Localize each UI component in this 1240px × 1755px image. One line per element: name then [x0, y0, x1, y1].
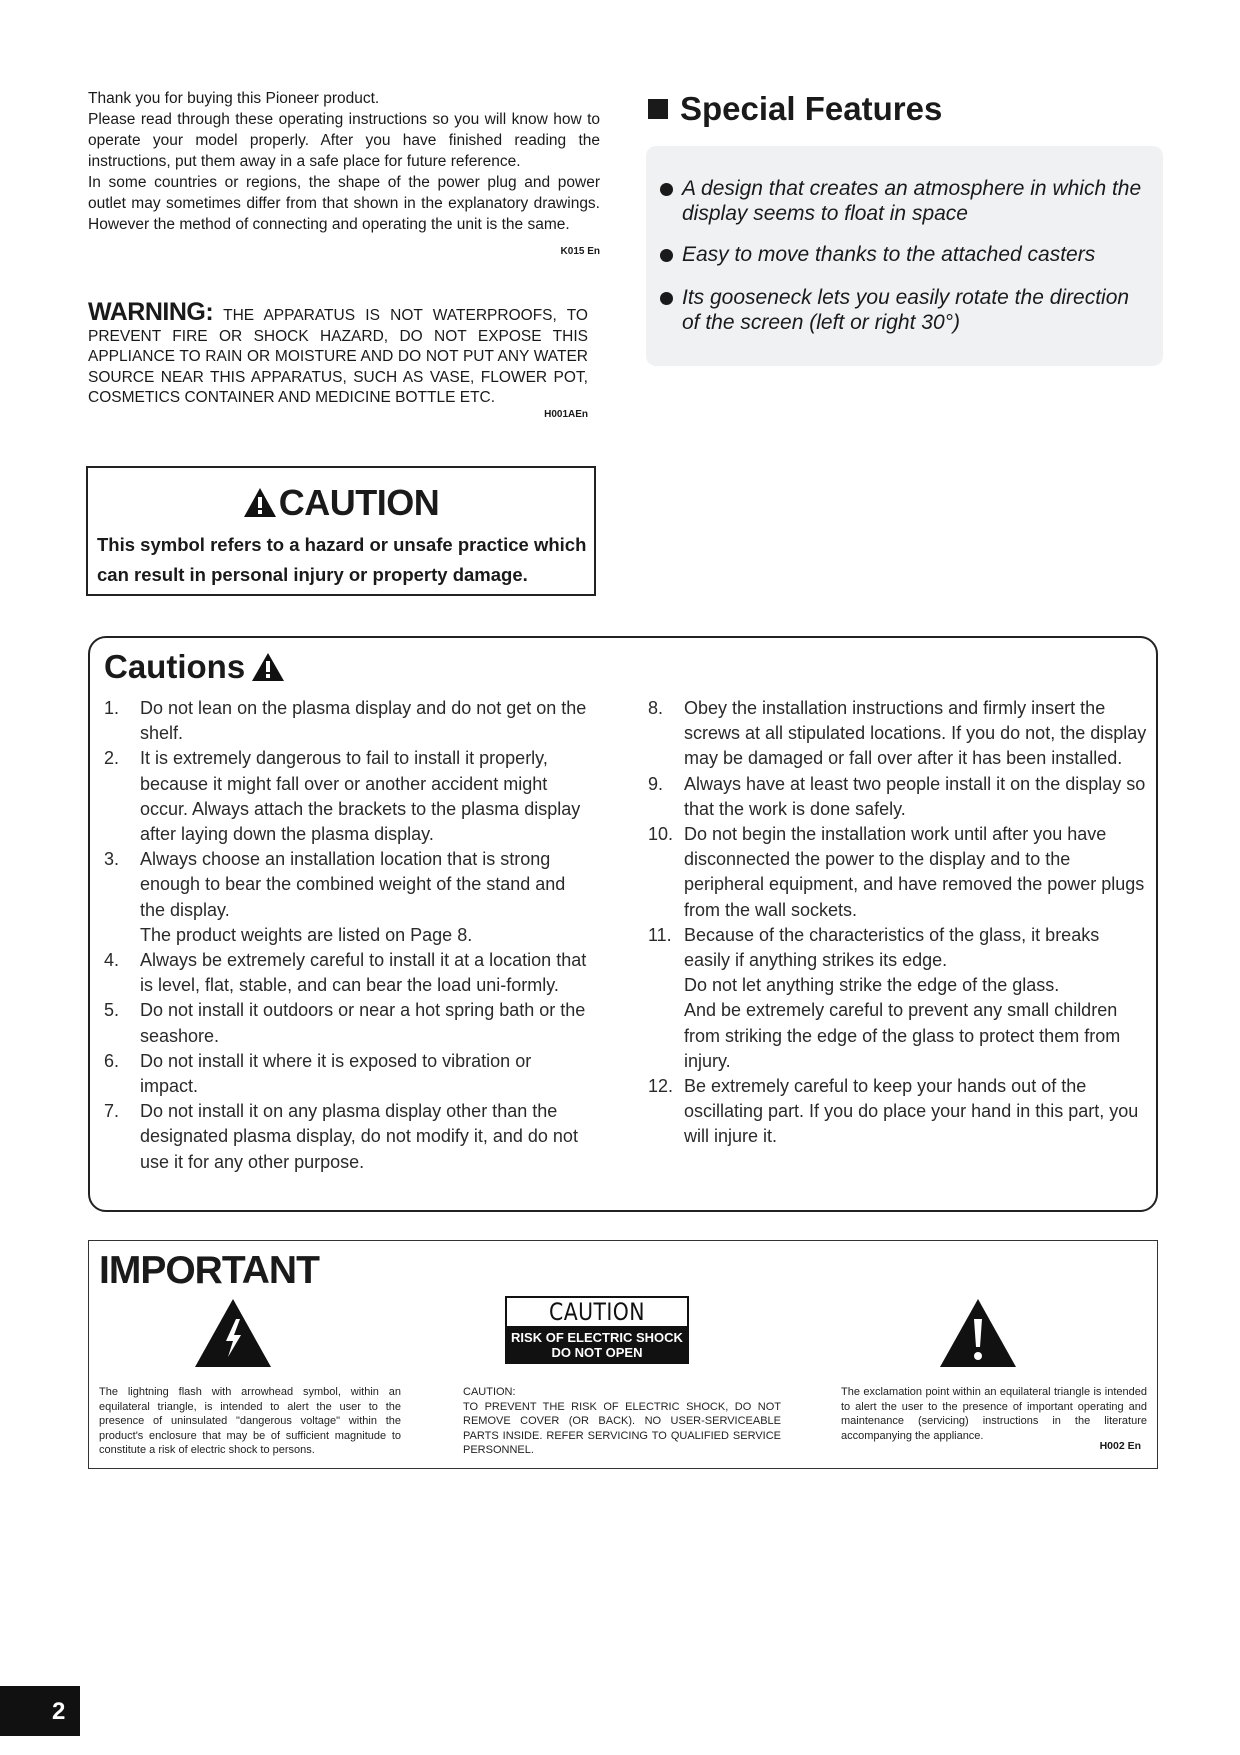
caution-item	[104, 1049, 594, 1099]
caution-item	[648, 1074, 1150, 1150]
caution-item	[104, 696, 594, 746]
caution-explanation-heading: CAUTION:	[463, 1386, 516, 1398]
caution-text: Do not install it outdoors or near a hot spring bath or the seashore.	[140, 1000, 586, 1046]
caution-text: Do not install it where it is exposed to vibration or impact.	[140, 1050, 532, 1097]
warning-label: WARNING:	[88, 298, 214, 326]
warning-text: THE APPARATUS IS NOT WATERPROOFS, TO PREVENT FIRE OR SHOCK HAZARD, DO NOT EXPOSE THIS APPLIANCE TO RAIN OR MOISTURE AND DO NOT PUT ANY WATER SOURCE NEAR THIS APPARATUS, SUCH AS VASE, FLOWER POT, COSMETICS CONTAINER AND MEDICINE BOTTLE ETC.	[88, 307, 588, 406]
caution-number: 11.	[648, 924, 672, 945]
caution-text: Always have at least two people install it on the display so that the work is done safely.	[684, 773, 1146, 819]
risk-band	[507, 1326, 687, 1362]
feature-item	[660, 176, 1152, 226]
intro-paragraph-text: In some countries or regions, the shape of the power plug and power outlet may sometimes differ from that shown in the explanatory drawings. However the method of connecting and operating the unit is the same.	[88, 174, 600, 233]
intro-paragraph: Please read through these operating instructions so you will know how to operate your model properly. After you have finished reading the instructions, put them away in a safe place for future reference.	[88, 111, 600, 170]
special-features-heading	[648, 90, 942, 128]
caution-title	[88, 482, 594, 524]
exclamation-triangle-icon	[938, 1297, 1018, 1369]
caution-number: 12.	[648, 1076, 674, 1097]
feature-item	[660, 285, 1152, 335]
feature-item	[660, 242, 1152, 267]
caution-number: 2.	[104, 748, 120, 769]
caution-number: 10.	[648, 824, 674, 845]
caution-number: 6.	[104, 1050, 120, 1071]
caution-text: Do not begin the installation work until after you have disconnected the power to the display and to the peripheral equipment, and have removed the power plugs from the wall sockets.	[684, 824, 1145, 920]
important-code: H002 En	[1099, 1440, 1141, 1452]
caution-item	[104, 948, 594, 998]
lightning-explanation: The lightning flash with arrowhead symbol, within an equilateral triangle, is intended to alert the user to the presence of uninsulated "dangerous voltage" within the product's enclosure that may be of sufficient magnitude to constitute a risk of electric shock to persons.	[99, 1386, 401, 1456]
bullet-icon	[660, 183, 673, 196]
caution-explanation	[463, 1385, 781, 1458]
warning-block	[88, 298, 588, 425]
caution-number: 4.	[104, 950, 120, 971]
cautions-box	[88, 636, 1158, 1212]
lightning-triangle-icon	[193, 1297, 273, 1369]
caution-text: Because of the characteristics of the glass, it breaks easily if anything strikes its edge.	[684, 924, 1100, 971]
warning-code: H001AEn	[544, 408, 588, 420]
caution-item	[104, 998, 594, 1048]
page-number-tab	[0, 1686, 80, 1736]
caution-title-text: CAUTION	[278, 482, 440, 523]
caution-number: 3.	[104, 849, 120, 870]
important-title: IMPORTANT	[99, 1249, 319, 1292]
caution-text: Always choose an installation location that is strong enough to bear the combined weight of the stand and the display.	[140, 849, 566, 920]
square-bullet-icon	[648, 99, 668, 119]
warning-triangle-icon	[251, 652, 285, 682]
page-number: 2	[52, 1698, 66, 1725]
caution-note: And be extremely careful to prevent any small children from striking the edge of the glass to protect them from injury.	[684, 1000, 1121, 1071]
caution-item	[648, 923, 1150, 1074]
caution-note: The product weights are listed on Page 8.	[140, 924, 473, 945]
caution-number: 8.	[648, 698, 664, 718]
feature-text: Easy to move thanks to the attached casters	[682, 243, 1096, 266]
caution-item	[104, 847, 594, 948]
intro-paragraph: Thank you for buying this Pioneer product.	[88, 90, 380, 107]
important-box	[88, 1240, 1158, 1469]
caution-text: Do not install it on any plasma display other than the designated plasma display, do not modify it, and do not use it for any other purpose.	[140, 1101, 578, 1172]
intro-code: K015 En	[560, 246, 600, 257]
caution-item	[648, 772, 1150, 822]
risk-line: DO NOT OPEN	[551, 1345, 643, 1360]
intro-paragraph	[88, 172, 600, 257]
caution-note: Do not let anything strike the edge of the glass.	[684, 975, 1060, 996]
caution-text: Obey the installation instructions and firmly insert the screws at all stipulated locations. If you do not, the display may be damaged or fall over after it has been installed.	[684, 698, 1147, 769]
caution-number: 7.	[104, 1101, 120, 1122]
cautions-list-left	[104, 696, 594, 1175]
caution-box	[86, 466, 596, 596]
caution-item	[104, 746, 594, 847]
risk-of-shock-label	[505, 1296, 689, 1364]
caution-text: It is extremely dangerous to fail to install it properly, because it might fall over or another accident might occur. Always attach the brackets to the plasma display after laying down the plasma display.	[140, 748, 581, 845]
feature-text: Its gooseneck lets you easily rotate the direction of the screen (left or right 30°)	[682, 286, 1130, 334]
caution-item	[648, 696, 1150, 772]
cautions-heading	[104, 648, 285, 686]
cautions-list-right	[648, 696, 1150, 1150]
caution-text: Be extremely careful to keep your hands out of the oscillating part. If you do place your hand in this part, you will injure it.	[684, 1076, 1139, 1147]
caution-number: 1.	[104, 698, 120, 718]
warning-triangle-icon	[243, 487, 277, 518]
special-features-panel	[646, 146, 1163, 366]
intro-text	[88, 88, 600, 262]
feature-text: A design that creates an atmosphere in which the display seems to float in space	[682, 177, 1142, 225]
caution-number: 9.	[648, 773, 664, 794]
caution-item	[104, 1099, 594, 1175]
cautions-title: Cautions	[104, 648, 246, 685]
caution-text: Do not lean on the plasma display and do not get on the shelf.	[140, 698, 587, 744]
caution-number: 5.	[104, 1000, 120, 1021]
risk-caption: CAUTION	[549, 1298, 645, 1326]
caution-description: This symbol refers to a hazard or unsafe practice which can result in personal injury or property damage.	[97, 534, 587, 585]
caution-text: Always be extremely careful to install it at a location that is level, flat, stable, and can bear the load uni-formly.	[140, 950, 587, 996]
exclamation-explanation: The exclamation point within an equilateral triangle is intended to alert the user to the presence of important operating and maintenance (servicing) instructions in the literature accompanying the appliance.	[841, 1386, 1147, 1442]
bullet-icon	[660, 249, 673, 262]
special-features-title: Special Features	[680, 90, 943, 127]
bullet-icon	[660, 292, 673, 305]
caution-explanation-text: TO PREVENT THE RISK OF ELECTRIC SHOCK, DO NOT REMOVE COVER (OR BACK). NO USER-SERVICEABLE PARTS INSIDE. REFER SERVICING TO QUALIFIED SERVICE PERSONNEL.	[463, 1400, 781, 1456]
risk-line: RISK OF ELECTRIC SHOCK	[511, 1330, 683, 1345]
caution-item	[648, 822, 1150, 923]
